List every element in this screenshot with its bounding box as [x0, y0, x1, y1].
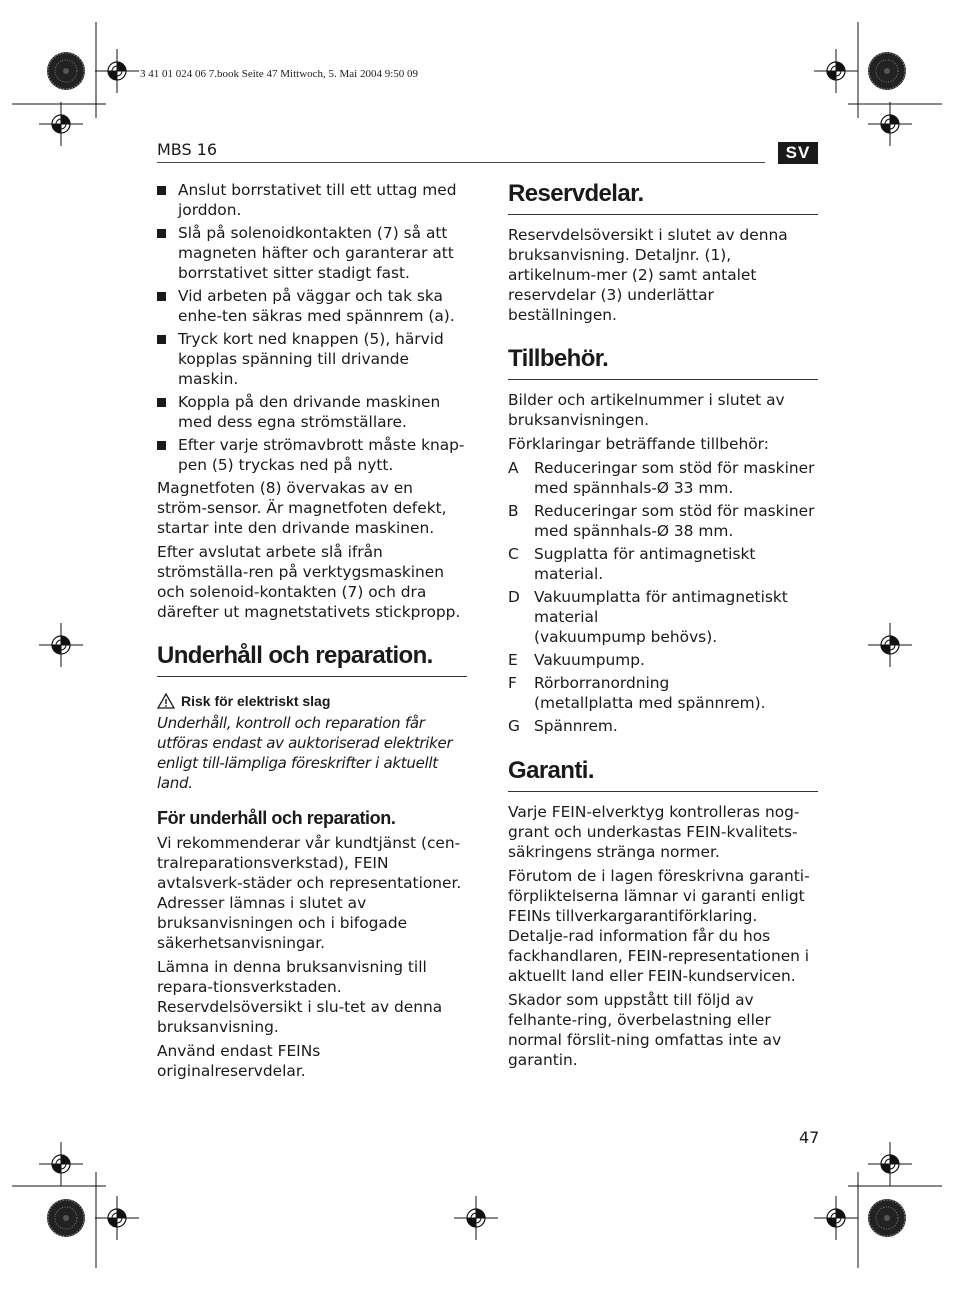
list-item: D Vakuumplatta för antimagnetiskt material (vakuumpump behövs). [508, 588, 788, 646]
warning-triangle-icon [157, 693, 175, 709]
registration-mark-icon [39, 102, 83, 146]
list-item: Anslut borrstativet till ett uttag med jorddon. [157, 180, 467, 220]
paragraph: Reservdelsöversikt i slutet av denna bruksanvisning. Detaljnr. (1), artikelnum-mer (2) samt antalet reservdelar (3) underlättar beställningen. [508, 226, 788, 324]
accessories-heading: Tillbehör. [508, 345, 818, 380]
list-item: Koppla på den drivande maskinen med dess egna strömställare. [157, 392, 467, 432]
registration-mark-icon [454, 1196, 498, 1240]
registration-mark-icon [868, 1142, 912, 1186]
list-item: Vid arbeten på väggar och tak ska enhe-ten säkras med spännrem (a). [157, 286, 467, 326]
paragraph: Varje FEIN-elverktyg kontrolleras nog-grant och underkastas FEIN-kvalitets-säkringens stränga normer. [508, 803, 800, 861]
paragraph: Vi rekommenderar vår kundtjänst (cen-tralreparationsverkstad), FEIN avtalsverk-städer och representationer. Adresser lämnas i slutet av bruksanvisningen och i bifogade säkerhetsanvisningar. [157, 834, 462, 952]
paragraph: Skador som uppstått till följd av felhante-ring, överbelastning eller normal förslit-ning omfattas inte av garantin. [508, 991, 782, 1069]
maintenance-heading: Underhåll och reparation. [157, 642, 467, 677]
list-item: Efter varje strömavbrott måste knap-pen (5) tryckas ned på nytt. [157, 435, 467, 475]
registration-mark-icon [39, 1142, 83, 1186]
instruction-list [157, 180, 467, 475]
header-divider [157, 162, 765, 163]
paragraph: Förklaringar beträffande tillbehör: [508, 435, 769, 453]
list-item: Slå på solenoidkontakten (7) så att magneten häfter och garanterar att borrstativet sitter stadigt fast. [157, 223, 467, 283]
paragraph: Förutom de i lagen föreskrivna garanti-förpliktelserna lämnar vi garanti enligt FEINs tillverkargarantiförklaring. Detalje-rad information får du hos fackhandlaren, FEIN-representationen i aktuellt land eller FEIN-kundservicen. [508, 867, 810, 985]
square-bullet-icon [157, 186, 166, 195]
color-wheel-mark-icon [868, 52, 906, 90]
list-item: E Vakuumpump. [508, 651, 645, 669]
registration-mark-icon [814, 49, 858, 93]
registration-mark-icon [39, 623, 83, 667]
color-wheel-mark-icon [47, 52, 85, 90]
list-item: C Sugplatta för antimagnetiskt material. [508, 545, 756, 583]
list-item: A Reduceringar som stöd för maskiner med spännhals-Ø 33 mm. [508, 459, 815, 497]
warning-text: Underhåll, kontroll och reparation får utföras endast av auktoriserad elektriker enligt till-lämpliga föreskrifter i aktuellt land. [157, 714, 453, 792]
model-header: MBS 16 [157, 140, 218, 159]
registration-mark-icon [868, 102, 912, 146]
print-info: 3 41 01 024 06 7.book Seite 47 Mittwoch, 5. Mai 2004 9:50 09 [140, 68, 419, 80]
language-badge: SV [778, 142, 818, 164]
spare-parts-heading: Reservdelar. [508, 180, 818, 215]
registration-mark-icon [95, 1196, 139, 1240]
list-item: F Rörborranordning (metallplatta med spännrem). [508, 674, 766, 712]
square-bullet-icon [157, 441, 166, 450]
paragraph: Efter avslutat arbete slå ifrån strömställa-ren på verktygsmaskinen och solenoid-kontakten (7) och dra därefter ut magnetstativets stickpropp. [157, 543, 461, 621]
registration-mark-icon [868, 623, 912, 667]
square-bullet-icon [157, 292, 166, 301]
color-wheel-mark-icon [47, 1199, 85, 1237]
square-bullet-icon [157, 229, 166, 238]
list-item: G Spännrem. [508, 717, 618, 735]
warranty-heading: Garanti. [508, 757, 818, 792]
warning-title: Risk för elektriskt slag [157, 691, 467, 711]
paragraph: Magnetfoten (8) övervakas av en ström-sensor. Är magnetfoten defekt, startar inte den drivande maskinen. [157, 479, 447, 537]
square-bullet-icon [157, 335, 166, 344]
registration-mark-icon [95, 49, 139, 93]
page-number: 47 [799, 1128, 820, 1147]
registration-mark-icon [814, 1196, 858, 1240]
paragraph: Använd endast FEINs originalreservdelar. [157, 1042, 321, 1080]
paragraph: Lämna in denna bruksanvisning till repara-tionsverkstaden. Reservdelsöversikt i slu-tet av denna bruksanvisning. [157, 958, 443, 1036]
list-item: B Reduceringar som stöd för maskiner med spännhals-Ø 38 mm. [508, 502, 815, 540]
right-column [508, 180, 818, 1074]
list-item: Tryck kort ned knappen (5), härvid kopplas spänning till drivande maskin. [157, 329, 467, 389]
paragraph: Bilder och artikelnummer i slutet av bruksanvisningen. [508, 391, 785, 429]
left-column [157, 180, 467, 1085]
square-bullet-icon [157, 398, 166, 407]
accessory-list [508, 458, 818, 736]
color-wheel-mark-icon [868, 1199, 906, 1237]
maintenance-subheading: För underhåll och reparation. [157, 808, 396, 828]
